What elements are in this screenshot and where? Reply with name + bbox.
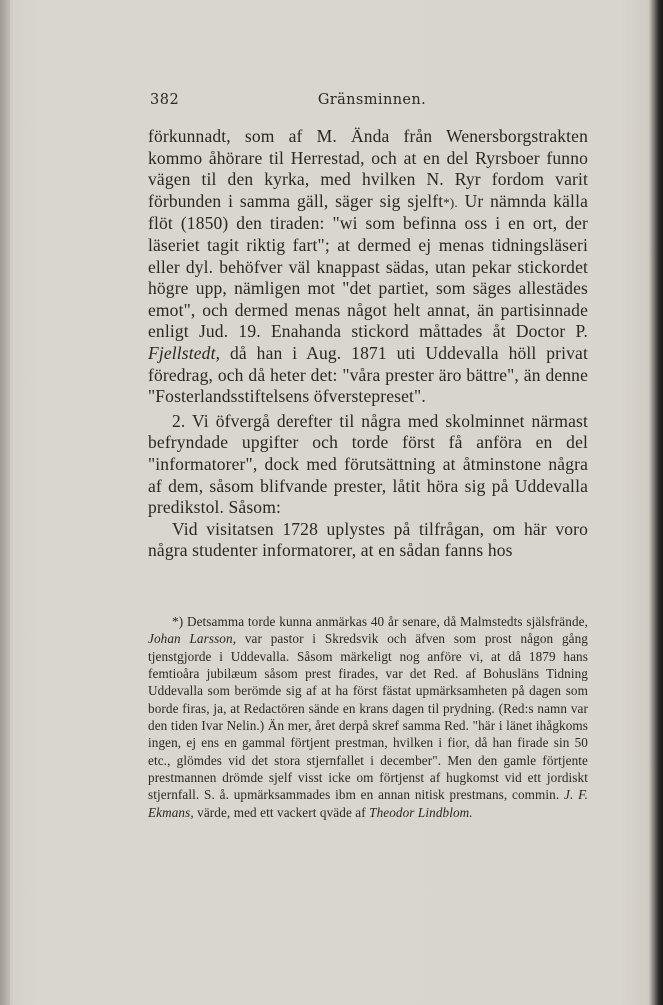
- footnote-text: [148, 613, 588, 821]
- paragraph-1-text-b: Ur nämnda källa flöt (1850) den tiraden: "wi som befinna oss i en ort, der läseriet tagit riktig fart"; at dermed ej menas tidningsläseri eller dyl. behöfver väl knappast sädas, utan pekar stickordet högre upp, nämligen mot "det partiet, som säges allestädes emot", och dermed menas något helt annat, än partisinnade enligt Jud. 19. Enahanda stickord måttades åt Doctor P.: [148, 190, 588, 342]
- footnote: [148, 613, 588, 821]
- person-name-larsson: Johan Larsson,: [148, 631, 237, 647]
- footnote-text-c: värde, med ett vackert qväde af: [193, 804, 370, 820]
- page-right-edge: [649, 0, 663, 1005]
- page-header: [150, 92, 586, 114]
- paragraph-1: [148, 126, 588, 408]
- paragraph-3: Vid visitatsen 1728 uplystes på tilfrågan, om här voro några studenter informatorer, at en sådan fanns hos: [148, 518, 588, 561]
- paragraph-1-text-a: förkunnadt, som af M. Ända från Wenersborgstrakten kommo åhörare til Herrestad, och at en del Ryrsboer funno vägen til den kyrka, med hvilken N. Ryr fordom varit förbunden i samma gäll, säger sig sjelft: [148, 126, 588, 211]
- person-name-lindblom: Theodor Lindblom.: [369, 804, 473, 820]
- page-number: 382: [150, 92, 180, 108]
- running-title: Gränsminnen.: [317, 92, 427, 108]
- page-left-edge: [0, 0, 10, 1005]
- person-name-ekman: J. F. Ekmans,: [148, 787, 588, 820]
- paragraph-2: 2. Vi öfvergå derefter til några med skolminnet närmast befryndade upgifter och torde först få anföra en del "informatorer", dock med förutsättning at åtminstone några af dem, såsom blifvande prester, låtit höra sig på Uddevalla predikstol. Såsom:: [148, 410, 588, 518]
- paragraph-1-text-c: då han i Aug. 1871 uti Uddevalla höll privat föredrag, och då heter det: "våra prester äro bättre", än denne "Fosterlandsstiftelsens öfverstepreset".: [148, 342, 588, 407]
- footnote-reference: *).: [443, 194, 458, 210]
- person-name-fjellstedt: Fjellstedt,: [148, 342, 221, 363]
- main-text: [148, 126, 588, 562]
- footnote-text-a: *) Detsamma torde kunna anmärkas 40 år senare, då Malmstedts själsfrände,: [172, 614, 588, 629]
- footnote-text-b: var pastor i Skredsvik och äfven som prost någon gång tjenstgjorde i Uddevalla. Såsom märkeligt nog anföre vi, at då 1879 hans femtioåra jubilæum såsom prest firades, var det Red. af Bohusläns Tidning Uddevalla som berömde sig af at ha först fästat upmärksamheten på dagen som borde firas, ja, at Redactören sände en krans dagen til prydning. (Red:s namn var den tiden Ivar Nelin.) Än mer, året derpå skref samma Red. "här i länet ihågkoms ingen, ej ens en gammal förtjent prestman, hvilken i fior, då han firade sin 50 etc., glömdes vid det stora stjernfallet i december". Men den gamle förtjente prestmannen drömde sjelf visst icke om förtjenst af hugkomst vid ett jordiskt stjernfall. S. å. upmärksammades ibm en annan nitisk prestmans, commin.: [148, 631, 588, 803]
